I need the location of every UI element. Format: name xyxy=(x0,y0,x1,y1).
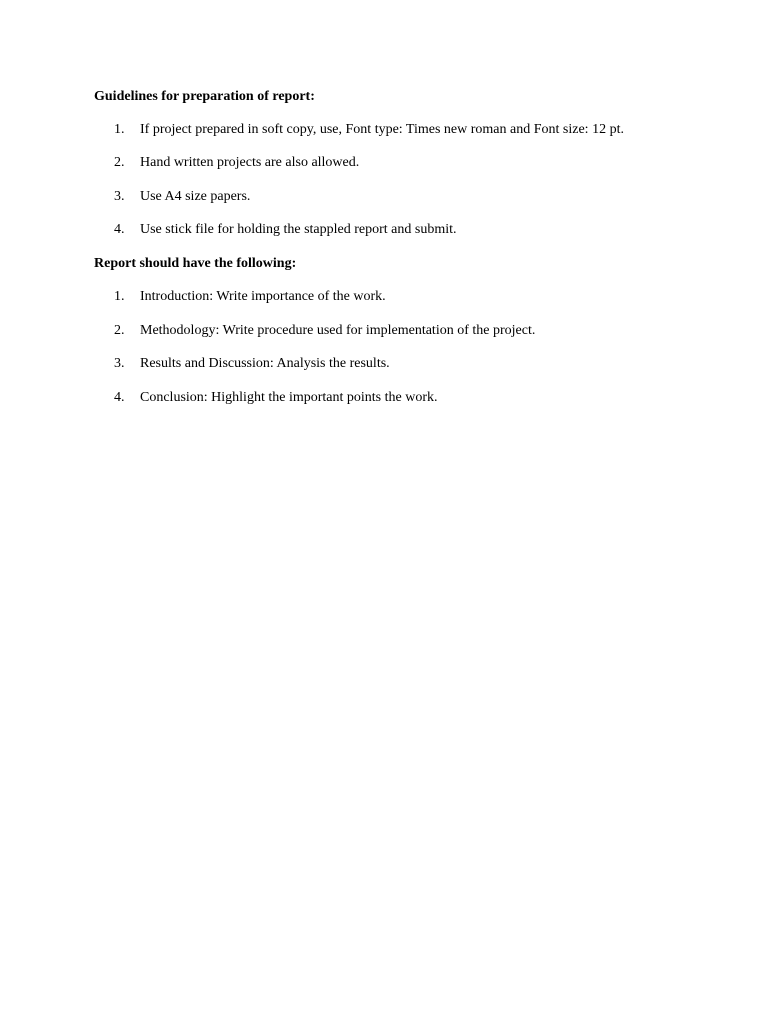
list-item-text: Methodology: Write procedure used for implementation of the project. xyxy=(140,323,536,338)
list-item-text: Conclusion: Highlight the important points the work. xyxy=(140,390,438,405)
list-item-number: 1. xyxy=(114,289,125,304)
list-item-number: 1. xyxy=(114,122,125,137)
list-item xyxy=(0,154,768,172)
list-item-number: 4. xyxy=(114,390,125,405)
guidelines-heading: Guidelines for preparation of report: xyxy=(94,89,315,104)
list-item-text: If project prepared in soft copy, use, Font type: Times new roman and Font size: 12 pt. xyxy=(140,122,624,137)
list-item xyxy=(0,288,768,306)
list-item xyxy=(0,322,768,340)
list-item-number: 2. xyxy=(114,155,125,170)
list-item-number: 3. xyxy=(114,189,125,204)
list-item-number: 4. xyxy=(114,222,125,237)
list-item xyxy=(0,121,768,139)
list-item xyxy=(0,389,768,407)
list-item-text: Use stick file for holding the stappled report and submit. xyxy=(140,222,457,237)
list-item xyxy=(0,355,768,373)
list-item xyxy=(0,188,768,206)
list-item-number: 2. xyxy=(114,323,125,338)
list-item xyxy=(0,221,768,239)
report-contents-heading: Report should have the following: xyxy=(94,256,297,271)
list-item-text: Introduction: Write importance of the work. xyxy=(140,289,386,304)
list-item-text: Use A4 size papers. xyxy=(140,189,251,204)
list-item-number: 3. xyxy=(114,356,125,371)
list-item-text: Results and Discussion: Analysis the results. xyxy=(140,356,390,371)
list-item-text: Hand written projects are also allowed. xyxy=(140,155,360,170)
